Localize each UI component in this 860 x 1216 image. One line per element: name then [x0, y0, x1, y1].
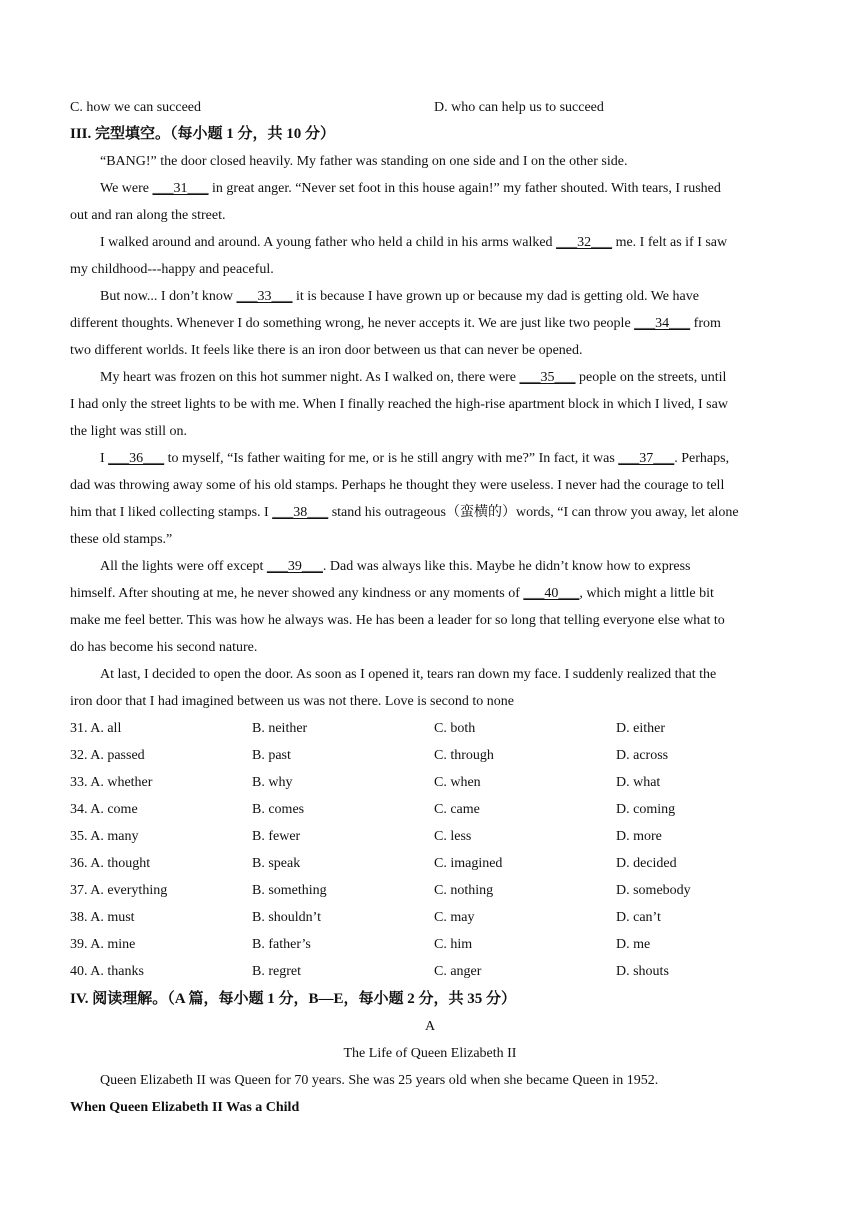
passage-line: At last, I decided to open the door. As soon as I opened it, tears ran down my face. I suddenly realized that the — [100, 667, 717, 682]
option-a: 32. A. passed — [70, 748, 145, 763]
blank-38: ___38___ — [272, 505, 329, 520]
option-a: 34. A. come — [70, 802, 138, 817]
passage-title: The Life of Queen Elizabeth II — [343, 1046, 517, 1061]
option-a: 38. A. must — [70, 910, 135, 925]
passage-label: A — [424, 1019, 436, 1034]
option-row-39 — [70, 936, 800, 954]
option-c: C. both — [434, 721, 476, 736]
option-a: 35. A. many — [70, 829, 139, 844]
option-row-33 — [70, 774, 800, 792]
passage-line: different thoughts. Whenever I do something wrong, he never accepts it. We are just like two people ___34___ from — [70, 316, 721, 331]
option-b: B. shouldn’t — [252, 910, 321, 925]
option-c: C. anger — [434, 964, 482, 979]
option-row-38 — [70, 909, 800, 927]
option-a: 39. A. mine — [70, 937, 136, 952]
option-d: D. decided — [616, 856, 677, 871]
passage-line: All the lights were off except ___39___. Dad was always like this. Maybe he didn’t know how to express — [100, 559, 691, 574]
option-b: B. something — [252, 883, 327, 898]
blank-39: ___39___ — [266, 559, 323, 574]
section4-heading: IV. 阅读理解。（A 篇，每小题 1 分，B—E，每小题 2 分，共 35 分） — [70, 991, 517, 1007]
blank-40: ___40___ — [523, 586, 580, 601]
option-c: C. him — [434, 937, 473, 952]
option-b: B. neither — [252, 721, 308, 736]
blank-37: ___37___ — [618, 451, 675, 466]
top-options-row — [70, 99, 800, 117]
option-row-35 — [70, 828, 800, 846]
option-b: B. why — [252, 775, 293, 790]
option-c: C. when — [434, 775, 481, 790]
passage-line: make me feel better. This was how he always was. He has been a leader for so long that telling everyone else what to — [70, 613, 725, 628]
passage-intro: Queen Elizabeth II was Queen for 70 years. She was 25 years old when she became Queen in 1952. — [100, 1073, 659, 1088]
option-d: D. somebody — [616, 883, 691, 898]
option-d: D. me — [616, 937, 651, 952]
option-d: D. more — [616, 829, 662, 844]
section3-heading: III. 完型填空。（每小题 1 分，共 10 分） — [70, 126, 336, 142]
option-d: D. what — [616, 775, 661, 790]
option-c: C. may — [434, 910, 475, 925]
option-a: 36. A. thought — [70, 856, 151, 871]
passage-line: I ___36___ to myself, “Is father waiting for me, or is he still angry with me?” In fact, it was ___37___. Perhaps, — [100, 451, 730, 466]
option-row-32 — [70, 747, 800, 765]
option-b: B. fewer — [252, 829, 301, 844]
option-row-36 — [70, 855, 800, 873]
option-a: 31. A. all — [70, 721, 122, 736]
blank-32: ___32___ — [556, 235, 613, 250]
blank-34: ___34___ — [634, 316, 691, 331]
option-c: C. how we can succeed — [70, 100, 202, 115]
passage-line: himself. After shouting at me, he never showed any kindness or any moments of ___40___, which might a little bit — [70, 586, 714, 601]
blank-33: ___33___ — [236, 289, 293, 304]
option-b: B. past — [252, 748, 291, 763]
option-d: D. can’t — [616, 910, 661, 925]
passage-line: the light was still on. — [70, 424, 188, 439]
option-c: C. through — [434, 748, 494, 763]
option-d: D. coming — [616, 802, 676, 817]
passage-line: “BANG!” the door closed heavily. My father was standing on one side and I on the other side. — [100, 154, 628, 169]
option-row-31 — [70, 720, 800, 738]
passage-line: these old stamps.” — [70, 532, 173, 547]
passage-line: my childhood---happy and peaceful. — [70, 262, 274, 277]
passage-line: dad was throwing away some of his old stamps. Perhaps he thought they were useless. I never had the courage to tell — [70, 478, 725, 493]
option-d: D. who can help us to succeed — [434, 100, 604, 115]
option-row-37 — [70, 882, 800, 900]
passage-line: I had only the street lights to be with me. When I finally reached the high-rise apartment block in which I lived, I saw — [70, 397, 728, 412]
passage-line: My heart was frozen on this hot summer night. As I walked on, there were ___35___ people on the streets, until — [100, 370, 727, 385]
blank-36: ___36___ — [108, 451, 165, 466]
option-a: 40. A. thanks — [70, 964, 144, 979]
passage-line: him that I liked collecting stamps. I ___38___ stand his outrageous（蛮横的）words, “I can throw you away, let alone — [70, 505, 739, 520]
passage-subheading: When Queen Elizabeth II Was a Child — [70, 1100, 300, 1115]
option-d: D. across — [616, 748, 669, 763]
option-c: C. imagined — [434, 856, 503, 871]
blank-35: ___35___ — [519, 370, 576, 385]
option-b: B. regret — [252, 964, 301, 979]
option-a: 33. A. whether — [70, 775, 153, 790]
passage-line: We were ___31___ in great anger. “Never set foot in this house again!” my father shouted. With tears, I rushed — [100, 181, 721, 196]
option-c: C. came — [434, 802, 480, 817]
option-c: C. less — [434, 829, 472, 844]
option-d: D. either — [616, 721, 665, 736]
option-d: D. shouts — [616, 964, 669, 979]
passage-line: out and ran along the street. — [70, 208, 226, 223]
passage-line: iron door that I had imagined between us was not there. Love is second to none — [70, 694, 514, 709]
option-row-34 — [70, 801, 800, 819]
option-b: B. speak — [252, 856, 301, 871]
option-b: B. father’s — [252, 937, 311, 952]
option-c: C. nothing — [434, 883, 494, 898]
passage-line: two different worlds. It feels like there is an iron door between us that can never be opened. — [70, 343, 583, 358]
passage-line: do has become his second nature. — [70, 640, 258, 655]
option-a: 37. A. everything — [70, 883, 168, 898]
blank-31: ___31___ — [152, 181, 209, 196]
option-row-40 — [70, 963, 800, 981]
passage-line: I walked around and around. A young father who held a child in his arms walked ___32___ me. I felt as if I saw — [100, 235, 728, 250]
option-b: B. comes — [252, 802, 305, 817]
passage-line: But now... I don’t know ___33___ it is because I have grown up or because my dad is getting old. We have — [100, 289, 699, 304]
